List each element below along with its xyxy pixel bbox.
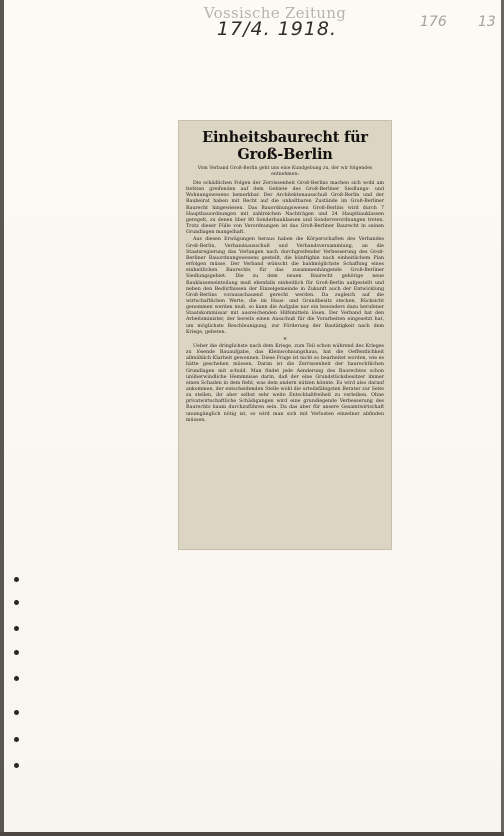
section-divider: * bbox=[283, 336, 287, 344]
sheet-bottom-edge bbox=[0, 832, 504, 836]
article-paragraph: Die schädlichen Folgen der Zerrissenheit Groß-Berlins machen sich wohl am tiefsten greifenden auf dem Gebiete des Groß-Berliner Siedlungs- und Wohnungswesens bemerkbar. Der Architektenausschuß Groß-Berlin und der Baubeirat haben mit Recht auf die unhaltbaren Zustände im Groß-Berliner Baurecht hingewiesen. Das Bauordnungswesen Groß-Berlins wird durch 7 Hauptbauordnungen mit zahlreichen Nachträgen und 24 Hauptbauklassen geregelt, zu denen über 80 Sonderbauklassen und Sonderverordnungen treten. Trotz dieser Fülle von Verordnungen ist das Groß-Berliner Baurecht in seinen Grundlagen mangelhaft. bbox=[186, 181, 384, 236]
article-body bbox=[186, 181, 384, 424]
newspaper-clipping bbox=[179, 121, 391, 549]
punch-hole bbox=[14, 763, 19, 768]
article-paragraph: Ueber die dringlichste nach dem Kriege, zum Teil schon während des Krieges zu lösende Bauaufgabe, das Kleinwohnungshaus, hat die Oeffentlichkeit allmählich Klarheit gewonnen. Diese Frage ist nicht so bearbeitet worden, wie es hätte geschehen müssen. Daran ist die Zerrissenheit der baurechtlichen Grundlagen mit schuld. Man findet jede Aenderung des Baurechtes schon unüberwindliche Hemmnisse darin, daß der eine Grundstücksbesitzer immer einen Schaden in dem fieht, was dem andern nützen könnte. Es wird also darauf ankommen, der entscheidenden Stelle wohl die urteilsfähigsten Berater zur Seite zu stellen, ihr aber selbst sehr weite Entschlußfreiheit zu verleihen. Ohne privatwirtschaftliche Schädigungen wird eine grundlegende Verbesserung des Baurechts kaum durchzuführen sein. Da das aber für unsere Gesamtwirtschaft unumgänglich nötig ist, so wird man sich mit Verlusten einzelner abfinden müssen. bbox=[186, 343, 384, 423]
article-paragraph: Aus diesen Erwägungen heraus haben die Körperschaften des Verbandes Groß-Berlin, Verbandsausschuß und Verbandsversammlung, an die Staatsregierung das Verlangen nach durchgreifender Verbesserung des Groß-Berliner Bauordnungswesens gestellt, die künftighin nach einheitlichem Plan erfolgen müsse. Der Verband wünscht die baldmöglichste Schaffung eines einheitlichen Baurechts für das zusammenhängende Groß-Berliner Siedlungsgebiet. Die zu dem neuen Baurecht gehörige neue Bauklasseneinteilung muß ebenfalls einheitlich für Groß-Berlin aufgestellt und neben den Bedürfnissen der Einzelgemeinde in Zukunft auch der Entwicklung Groß-Berlins vorausschauend gerecht werden. Da zugleich auf die wirtschaftlichen Werte, die im Haus- und Grundbesitz stecken, Rücksicht genommen werden muß, so kann die Aufgabe nur ein besonders dazu berufener Staatskommissar mit ausreichenden Hilfsmitteln lösen. Der Verband hat den Arbeitsminister, der bereits einen Ausschuß für die Vorarbeiten eingesetzt hat, um möglichste Beschleunigung, zur Förderung der Bautätigkeit nach dem Kriege, gebeten. bbox=[186, 237, 384, 335]
article-subline: Vom Verband Groß-Berlin geht uns eine Kundgebung zu, der wir folgendes entnehmen: bbox=[197, 166, 373, 177]
newspaper-stamp: Vossische Zeitung bbox=[203, 4, 347, 22]
archive-number-right: 13 bbox=[478, 14, 496, 30]
handwritten-date: 17/4. 1918. bbox=[216, 18, 338, 40]
punch-hole bbox=[14, 710, 19, 715]
punch-hole bbox=[14, 600, 19, 605]
punch-hole bbox=[14, 676, 19, 681]
punch-hole bbox=[14, 650, 19, 655]
punch-hole bbox=[14, 626, 19, 631]
archive-number: 176 bbox=[420, 14, 447, 30]
punch-hole bbox=[14, 577, 19, 582]
article-headline: Einheitsbaurecht für Groß-Berlin bbox=[202, 129, 368, 163]
punch-hole bbox=[14, 737, 19, 742]
sheet-left-edge bbox=[0, 0, 4, 836]
